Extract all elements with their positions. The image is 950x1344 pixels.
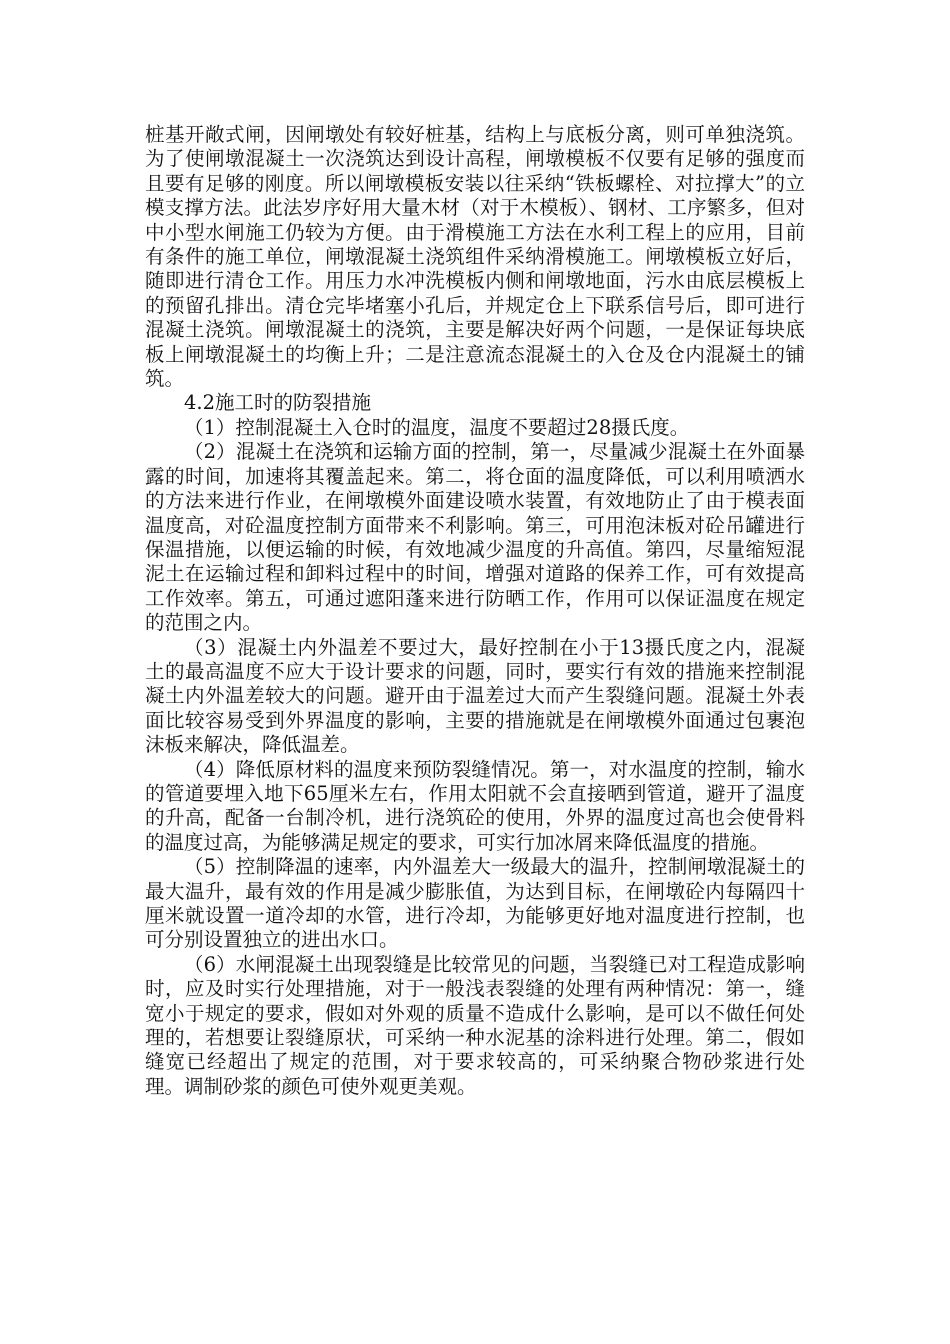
document-body [145, 123, 805, 1099]
paragraph-measure-2: （2）混凝土在浇筑和运输方面的控制，第一，尽量减少混凝土在外面暴露的时间，加速将其覆盖起来。第二，将仓面的温度降低，可以利用喷洒水的方法来进行作业，在闸墩模外面建设喷水装置，有效地防止了由于模表面温度高，对砼温度控制方面带来不利影响。第三，可用泡沫板对砼吊罐进行保温措施，以便运输的时候，有效地减少温度的升高值。第四，尽量缩短混泥土在运输过程和卸料过程中的时间，增强对道路的保养工作，可有效提高工作效率。第五，可通过遮阳蓬来进行防晒工作，作用可以保证温度在规定的范围之内。 [145, 440, 805, 635]
section-heading-anti-crack-measures: 4.2施工时的防裂措施 [184, 391, 372, 415]
paragraph-measure-4: （4）降低原材料的温度来预防裂缝情况。第一，对水温度的控制，输水的管道要埋入地下65厘米左右，作用太阳就不会直接晒到管道，避开了温度的升高，配备一台制冷机，进行浇筑砼的使用，外界的温度过高也会使骨料的温度过高，为能够满足规定的要求，可实行加冰屑来降低温度的措施。 [145, 757, 805, 854]
paragraph-measure-1: （1）控制混凝土入仓时的温度，温度不要超过28摄氏度。 [184, 415, 690, 439]
paragraph-measure-5: （5）控制降温的速率，内外温差大一级最大的温升，控制闸墩混凝土的最大温升，最有效的作用是减少膨胀值，为达到目标，在闸墩砼内每隔四十厘米就设置一道冷却的水管，进行冷却，为能够更好地对温度进行控制，也可分别设置独立的进出水口。 [145, 855, 805, 952]
paragraph-measure-3: （3）混凝土内外温差不要过大，最好控制在小于13摄氏度之内，混凝土的最高温度不应大于设计要求的问题，同时，要实行有效的措施来控制混凝土内外温差较大的问题。避开由于温差过大而产生裂缝问题。混凝土外表面比较容易受到外界温度的影响，主要的措施就是在闸墩模外面通过包裹泡沫板来解决，降低温差。 [145, 635, 805, 757]
paragraph-measure-6: （6）水闸混凝土出现裂缝是比较常见的问题，当裂缝已对工程造成影响时，应及时实行处理措施，对于一般浅表裂缝的处理有两种情况：第一，缝宽小于规定的要求，假如对外观的质量不造成什么影响，是可以不做任何处理的，若想要让裂缝原状，可采纳一种水泥基的涂料进行处理。第二，假如缝宽已经超出了规定的范围，对于要求较高的，可采纳聚合物砂浆进行处理。调制砂浆的颜色可使外观更美观。 [145, 952, 805, 1098]
paragraph-gate-pier-casting: 桩基开敞式闸，因闸墩处有较好桩基，结构上与底板分离，则可单独浇筑。为了使闸墩混凝土一次浇筑达到设计高程，闸墩模板不仅要有足够的强度而且要有足够的刚度。所以闸墩模板安装以往采纳“铁板螺栓、对拉撑大”的立模支撑方法。此法岁序好用大量木材（对于木模板）、钢材、工序繁多，但对中小型水闸施工仍较为方便。由于滑模施工方法在水利工程上的应用，目前有条件的施工单位，闸墩混凝土浇筑组件采纳滑模施工。闸墩模板立好后，随即进行清仓工作。用压力水冲洗模板内侧和闸墩地面，污水由底层模板上的预留孔排出。清仓完毕堵塞小孔后，并规定仓上下联系信号后，即可进行混凝土浇筑。闸墩混凝土的浇筑，主要是解决好两个问题，一是保证每块底板上闸墩混凝土的均衡上升；二是注意流态混凝土的入仓及仓内混凝土的铺筑。 [145, 123, 805, 391]
